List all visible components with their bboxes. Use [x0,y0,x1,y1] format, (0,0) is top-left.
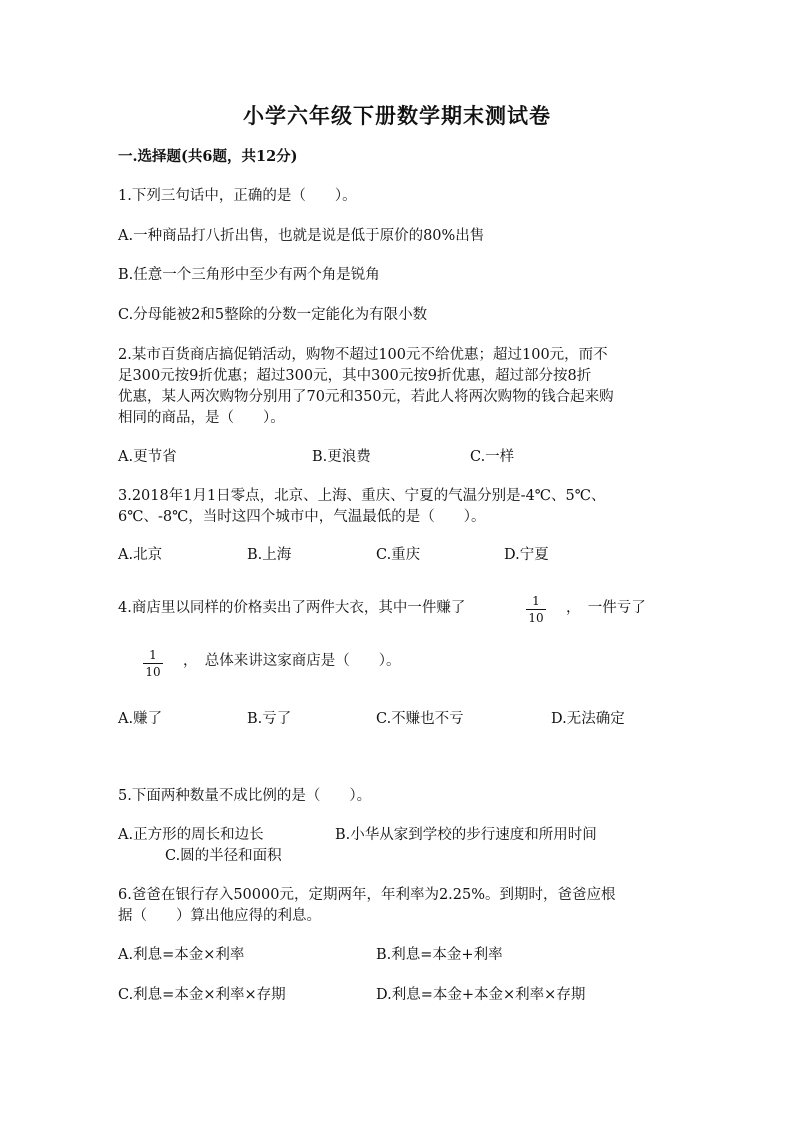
question-6-option-c: C.利息=本金×利率×存期 [118,987,286,1003]
question-3-option-c: C.重庆 [376,547,421,563]
fraction-bar [143,663,163,664]
question-3-stem-line-2: 6℃、-8℃，当时这四个城市中，气温最低的是（ ）。 [118,509,486,525]
question-2-stem-line-2: 足300元按9折优惠；超过300元，其中300元按9折优惠，超过部分按8折 [118,368,592,384]
question-3-option-a: A.北京 [118,547,163,563]
fraction-numerator: 1 [149,648,157,662]
question-6-option-b: B.利息=本金+利率 [376,947,503,963]
question-6-stem-line-1: 6.爸爸在银行存入50000元，定期两年，年利率为2.25%。到期时，爸爸应根 [118,887,616,903]
question-3-option-d: D.宁夏 [504,547,549,563]
question-1-option-a: A.一种商品打八折出售，也就是说是低于原价的80%出售 [118,228,485,244]
question-5-stem: 5.下面两种数量不成比例的是（ ）。 [118,788,372,804]
section-heading: 一.选择题(共6题，共12分) [118,148,298,165]
fraction-bar [526,609,546,610]
page-title: 小学六年级下册数学期末测试卷 [243,103,551,128]
question-6-stem-line-2: 据（ ）算出他应得的利息。 [118,908,321,924]
question-4-stem-part-3: ， 总体来讲这家商店是（ ）。 [183,653,401,669]
question-3-stem-line-1: 3.2018年1月1日零点，北京、上海、重庆、宁夏的气温分别是-4℃、5℃、 [118,488,606,504]
question-1-stem: 1.下列三句话中，正确的是（ ）。 [118,188,357,204]
question-3-option-b: B.上海 [247,547,292,563]
fraction-numerator: 1 [532,594,540,608]
question-4-option-d: D.无法确定 [551,711,625,727]
question-6-option-d: D.利息=本金+本金×利率×存期 [376,987,586,1003]
question-4-option-a: A.赚了 [118,711,163,727]
question-2-stem-line-3: 优惠，某人两次购物分别用了70元和350元，若此人将两次购物的钱合起来购 [118,389,614,405]
question-2-option-a: A.更节省 [118,449,177,465]
question-6-option-a: A.利息=本金×利率 [118,947,245,963]
question-2-option-c: C.一样 [470,449,515,465]
fraction-denominator: 10 [528,611,544,625]
question-1-option-c: C.分母能被2和5整除的分数一定能化为有限小数 [118,307,428,323]
question-4-option-b: B.亏了 [247,711,292,727]
question-1-option-b: B.任意一个三角形中至少有两个角是锐角 [118,267,380,283]
question-5-option-c: C.圆的半径和面积 [165,848,282,864]
fraction-one-tenth-1 [524,594,548,625]
question-4-stem-part-2: ， 一件亏了 [566,600,646,616]
question-4-stem-part-1: 4.商店里以同样的价格卖出了两件大衣，其中一件赚了 [118,600,466,616]
question-4-option-c: C.不赚也不亏 [376,711,464,727]
fraction-one-tenth-2 [141,648,165,679]
question-2-option-b: B.更浪费 [312,449,371,465]
question-2-stem-line-1: 2.某市百货商店搞促销活动，购物不超过100元不给优惠；超过100元，而不 [118,347,608,363]
question-5-option-b: B.小华从家到学校的步行速度和所用时间 [335,827,597,843]
fraction-denominator: 10 [145,665,161,679]
question-2-stem-line-4: 相同的商品，是（ ）。 [118,410,285,426]
question-5-option-a: A.正方形的周长和边长 [118,827,264,843]
